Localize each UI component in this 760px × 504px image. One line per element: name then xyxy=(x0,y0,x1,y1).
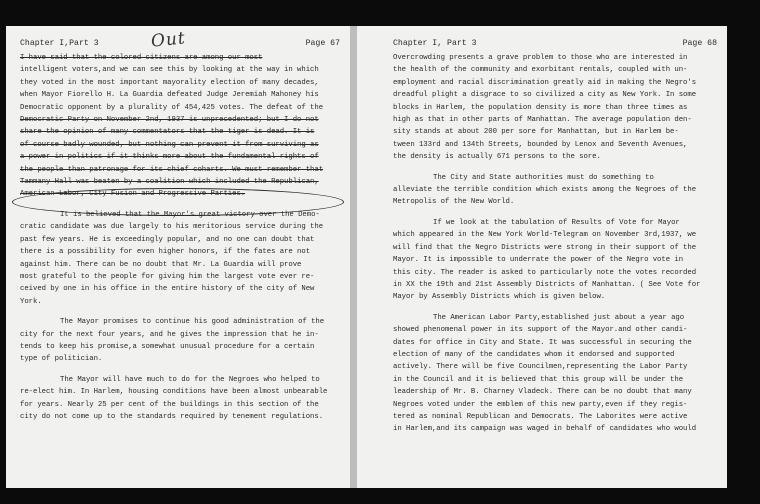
text-line-struck: the people than patronage for its chief coharts. We must remember that xyxy=(20,165,324,174)
text-line: high as that in other parts of Manhattan. The average population den- xyxy=(393,116,692,125)
text-line: tered as nominal Republican and Democrats. The Laborites were active xyxy=(393,412,688,421)
right-page-number: Page 68 xyxy=(682,39,717,48)
left-page-body xyxy=(20,52,340,423)
text-line: cratic candidate was due largely to his meritorious service during the xyxy=(20,223,324,232)
text-line: type of politician. xyxy=(20,355,103,364)
text-line: dreadful plight a disgrace to so civilized a city as New York. In some xyxy=(393,91,697,100)
text-line-struck: a power in politics if it thinks more about the fundamental rights of xyxy=(20,153,319,162)
text-line: election of many of the candidates whom it endorsed and supported xyxy=(393,350,675,359)
text-line-struck: of course badly wounded, but nothing can prevent it from surviving as xyxy=(20,140,319,149)
text-line: in Harlem,and its campaign was waged in behalf of candidates who would xyxy=(393,425,697,434)
text-line: for years. Nearly 25 per cent of the buildings in this section of the xyxy=(20,400,319,409)
text-line: alleviate the terrible condition which exists among the Negroes of the xyxy=(393,186,697,195)
text-line: actively. There will be five Councilmen,representing the Labor Party xyxy=(393,363,688,372)
handwritten-out-mark: Out xyxy=(150,28,187,52)
text-line-struck: Tammany Hall was beaten by a coalition which included the Republican, xyxy=(20,178,319,187)
text-line: ceived by one in his office in the entire history of the city of New xyxy=(20,285,315,294)
text-line: Mayor. It is impossible to underrate the power of the Negro vote in xyxy=(393,256,684,265)
text-line: city for the next four years, and he gives the impression that he in- xyxy=(20,330,319,339)
text-line: which appeared in the New York World-Telegram on November 3rd,1937, we xyxy=(393,231,697,240)
left-page xyxy=(6,26,350,488)
text-line: intelligent voters,and we can see this by looking at the way in which xyxy=(20,66,319,75)
left-chapter-heading: Chapter I,Part 3 xyxy=(20,39,99,48)
text-line: will find that the Negro Districts were strong in their support of the xyxy=(393,243,697,252)
text-line: the density is actually 671 persons to the sore. xyxy=(393,153,601,162)
text-line: tends to keep his promise,a somewhat unusual procedure for a certain xyxy=(20,342,315,351)
text-line: the health of the community and exorbitant rentals, coupled with un- xyxy=(393,66,688,75)
text-line: city do not come up to the standards required by tenement regulations. xyxy=(20,412,324,421)
text-line: The American Labor Party,established just about a year ago xyxy=(433,313,685,322)
right-page xyxy=(357,26,727,488)
text-line: It is believed that the Mayor's great victory over the Demo- xyxy=(60,210,320,219)
text-line: The Mayor promises to continue his good administration of the xyxy=(60,318,325,327)
text-line: past few years. He is exceedingly popular, and no one can doubt that xyxy=(20,235,315,244)
right-chapter-heading: Chapter I, Part 3 xyxy=(393,39,477,48)
text-line: York. xyxy=(20,297,42,306)
text-line: employment and racial discrimination greatly aid in making the Negro's xyxy=(393,78,697,87)
text-line: this city. The reader is asked to particularly note the votes recorded xyxy=(393,268,697,277)
text-line: Democratic opponent by a plurality of 454,425 votes. The defeat of the xyxy=(20,103,324,112)
text-line: leadership of Mr. B. Charney Vladeck. There can be no doubt that many xyxy=(393,388,692,397)
text-line: sity stands at about 200 per sore for Manhattan, but in Harlem be- xyxy=(393,128,679,137)
text-line-struck: I have said that the colored citizens are among our most xyxy=(20,54,263,62)
right-page-header xyxy=(393,38,717,50)
text-line: Mayor by Assembly Districts which is given below. xyxy=(393,293,606,302)
paragraph-gap xyxy=(20,308,340,316)
text-line-struck: American Labor, City Fusion and Progressive Parties. xyxy=(20,190,246,199)
text-line: most grateful to the people for giving him the largest vote ever re- xyxy=(20,272,315,281)
text-line-struck: Democratic Party on November 2nd, 1937 is unprecedented; but I do not xyxy=(20,116,319,125)
text-line: Metropolis of the New World. xyxy=(393,198,515,207)
text-line-struck: share the opinion of many commentators that the tiger is dead. It is xyxy=(20,128,315,137)
text-line: in XX the 19th and 21st Assembly Districts of Manhattan. ( See Vote for xyxy=(393,280,701,289)
text-line: against him. There can be no doubt that Mr. La Guardia will prove xyxy=(20,260,302,269)
text-line: there is a possibility for even higher honors, if the fates are not xyxy=(20,248,311,257)
paragraph-gap xyxy=(393,304,717,312)
text-line: Negroes voted under the emblem of this new party,even if they regis- xyxy=(393,400,688,409)
paragraph-gap xyxy=(20,366,340,374)
text-line: re-elect him. In Harlem, housing conditions have been almost unbearable xyxy=(20,388,328,397)
paragraph-gap xyxy=(393,209,717,217)
paragraph-gap xyxy=(20,201,340,209)
text-line: The City and State authorities must do something to xyxy=(433,173,654,182)
text-line: Overcrowding presents a grave problem to those who are interested in xyxy=(393,54,688,62)
text-line: when Mayor Fiorello H. La Guardia defeated Judge Jeremiah Mahoney his xyxy=(20,91,319,100)
paragraph-gap xyxy=(393,164,717,172)
text-line: they voted in the most important mayorality election of many decades, xyxy=(20,78,319,87)
text-line: blocks in Harlem, the population density is more than three times as xyxy=(393,103,688,112)
text-line: in the Council and it is believed that this group will be under the xyxy=(393,375,684,384)
text-line: tween 133rd and 134th Streets, bounded by Lenox and Seventh Avenues, xyxy=(393,140,688,149)
text-line: dates for office in City and State. It was successful in securing the xyxy=(393,338,692,347)
text-line: If we look at the tabulation of Results of Vote for Mayor xyxy=(433,218,680,227)
text-line: showed phenomenal power in its support of the Mayor.and other candi- xyxy=(393,326,688,335)
left-page-number: Page 67 xyxy=(305,39,340,48)
right-page-body xyxy=(393,52,717,436)
book-spine xyxy=(350,26,357,488)
text-line: The Mayor will have much to do for the Negroes who helped to xyxy=(60,375,320,384)
